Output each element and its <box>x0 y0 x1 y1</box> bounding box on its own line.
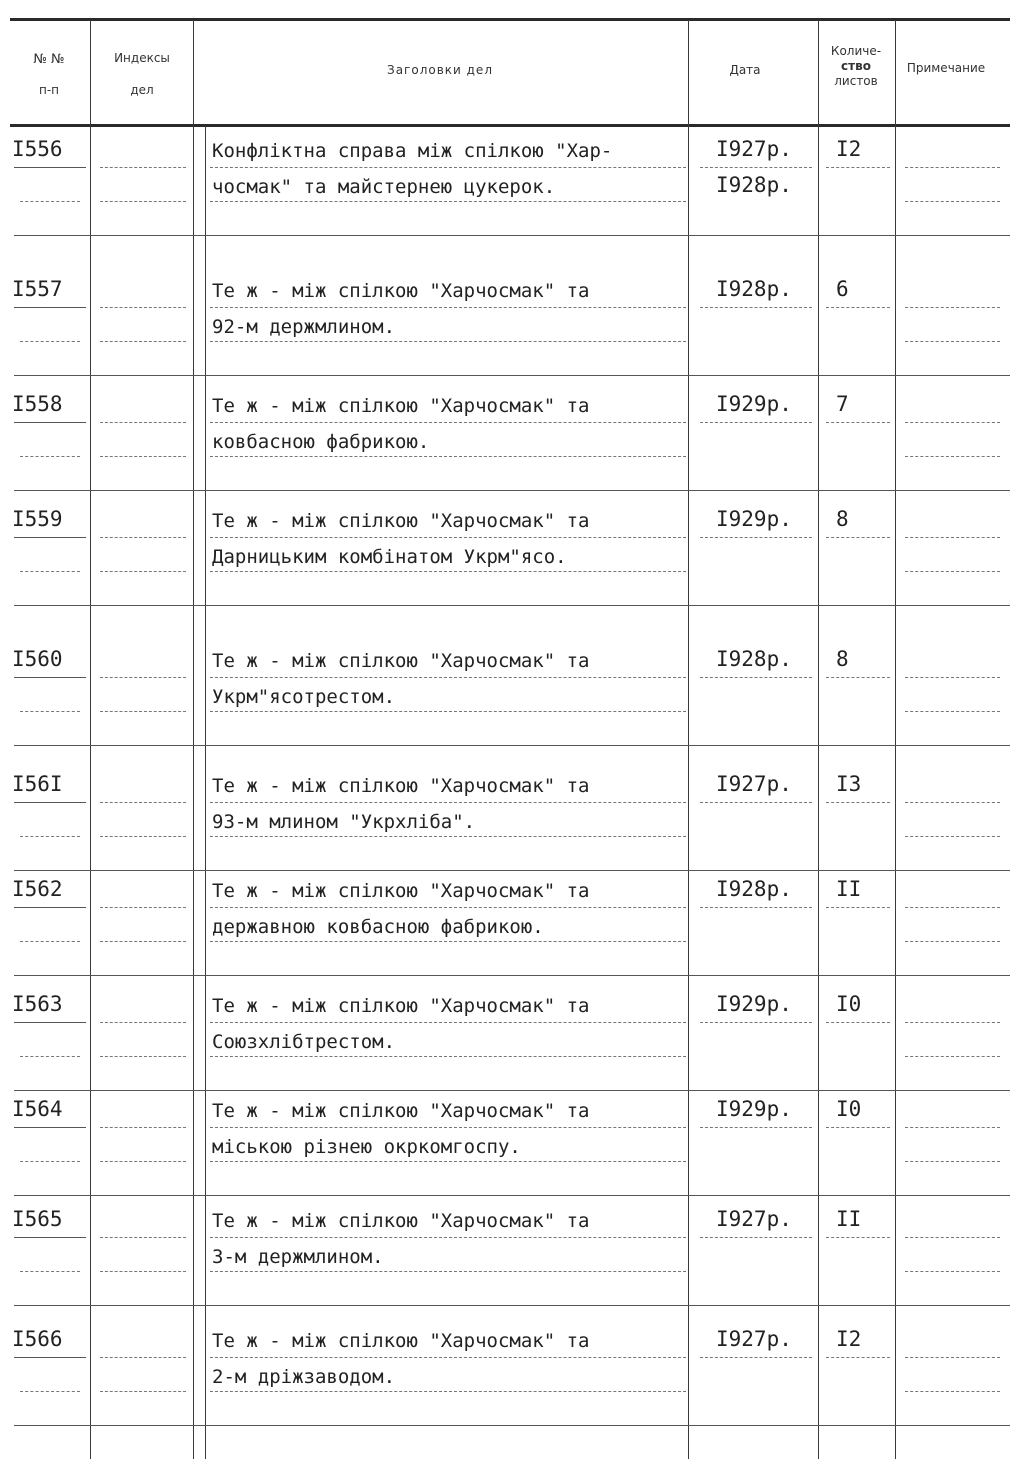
ruling-line <box>210 941 686 943</box>
row-title-line-2: державною ковбасною фабрикою. <box>212 916 544 938</box>
table-row <box>0 505 1024 615</box>
row-date-line-1: I928р. <box>716 877 792 901</box>
row-title-line-1: Те ж - мiж спiлкою "Харчосмак" та <box>212 1330 590 1352</box>
ruling-line <box>20 571 80 573</box>
ruling-line <box>210 711 686 713</box>
row-sheet-count: 8 <box>836 507 849 531</box>
ruling-line <box>100 836 186 838</box>
row-date-line-1: I927р. <box>716 1207 792 1231</box>
ruling-line <box>100 802 186 804</box>
ruling-line <box>210 422 686 424</box>
ruling-line <box>20 1391 80 1393</box>
ruling-line <box>14 307 86 308</box>
ruling-line <box>826 1237 890 1239</box>
ruling-line <box>700 907 812 909</box>
ruling-line <box>210 307 686 309</box>
ruling-line <box>210 1161 686 1163</box>
ruling-line <box>905 307 1000 309</box>
row-sheet-count: 7 <box>836 392 849 416</box>
header-sheet-count: Количе- ство листов <box>830 44 882 88</box>
ruling-line <box>905 456 1000 458</box>
ruling-line <box>826 167 890 169</box>
row-number: I56I <box>12 772 63 796</box>
ruling-line <box>826 677 890 679</box>
row-date-line-1: I929р. <box>716 992 792 1016</box>
ruling-line <box>826 1357 890 1359</box>
row-sheet-count: 6 <box>836 277 849 301</box>
ruling-line <box>20 341 80 343</box>
row-sheet-count: 8 <box>836 647 849 671</box>
ruling-line <box>14 422 86 423</box>
header-title: Заголовки дел <box>387 63 493 77</box>
ruling-line <box>210 677 686 679</box>
ruling-line <box>700 422 812 424</box>
row-title <box>212 768 692 840</box>
ruling-line <box>210 1271 686 1273</box>
ruling-line <box>905 941 1000 943</box>
ruling-line <box>210 167 686 169</box>
ruling-line <box>100 1357 186 1359</box>
ruling-line <box>210 1022 686 1024</box>
ruling-line <box>700 802 812 804</box>
ruling-line <box>905 1022 1000 1024</box>
ruling-line <box>826 1022 890 1024</box>
header-bottom-border <box>10 124 1010 127</box>
row-number: I558 <box>12 392 63 416</box>
ruling-line <box>905 836 1000 838</box>
ruling-line <box>14 605 1010 606</box>
ruling-line <box>905 201 1000 203</box>
row-title <box>212 273 692 345</box>
ruling-line <box>20 836 80 838</box>
ruling-line <box>100 1271 186 1273</box>
row-number: I556 <box>12 137 63 161</box>
ruling-line <box>826 307 890 309</box>
ruling-line <box>14 1357 86 1358</box>
ruling-line <box>700 677 812 679</box>
ruling-line <box>905 1161 1000 1163</box>
row-sheet-count: I0 <box>836 992 862 1016</box>
row-date-line-1: I929р. <box>716 507 792 531</box>
row-title-line-1: Те ж - мiж спiлкою "Харчосмак" та <box>212 1100 590 1122</box>
row-date-line-1: I927р. <box>716 772 792 796</box>
row-date <box>716 1201 792 1237</box>
row-title-line-2: 93-м млином "Укрхлiба". <box>212 811 476 833</box>
ruling-line <box>100 456 186 458</box>
ruling-line <box>20 941 80 943</box>
ruling-line <box>210 1357 686 1359</box>
ruling-line <box>905 1271 1000 1273</box>
row-title <box>212 1093 692 1165</box>
ruling-line <box>100 1056 186 1058</box>
row-date <box>716 1321 792 1357</box>
row-date-line-1: I929р. <box>716 392 792 416</box>
ruling-line <box>14 975 1010 976</box>
ruling-line <box>905 677 1000 679</box>
row-sheet-count: I2 <box>836 1327 862 1351</box>
row-title-line-2: мiською рiзнею окркомгоспу. <box>212 1136 521 1158</box>
ruling-line <box>905 802 1000 804</box>
row-title-line-2: 3-м держмлином. <box>212 1246 384 1268</box>
row-title-line-2: Укрм"ясотрестом. <box>212 686 396 708</box>
ruling-line <box>100 1127 186 1129</box>
ruling-line <box>100 1022 186 1024</box>
ruling-line <box>210 907 686 909</box>
row-title-line-2: чосмак" та майстернею цукерок. <box>212 176 556 198</box>
ruling-line <box>826 1127 890 1129</box>
ruling-line <box>210 1127 686 1129</box>
ruling-line <box>905 711 1000 713</box>
row-title <box>212 388 692 460</box>
table-row <box>0 1095 1024 1205</box>
row-date <box>716 766 792 802</box>
ruling-line <box>20 456 80 458</box>
ruling-line <box>210 456 686 458</box>
row-title-line-1: Те ж - мiж спiлкою "Харчосмак" та <box>212 880 590 902</box>
ruling-line <box>700 307 812 309</box>
row-title <box>212 133 692 205</box>
ruling-line <box>100 167 186 169</box>
ruling-line <box>700 537 812 539</box>
row-title <box>212 1323 692 1395</box>
row-title-line-2: 92-м держмлином. <box>212 316 396 338</box>
row-sheet-count: I0 <box>836 1097 862 1121</box>
ruling-line <box>210 1237 686 1239</box>
ruling-line <box>210 836 686 838</box>
row-title-line-1: Те ж - мiж спiлкою "Харчосмак" та <box>212 1210 590 1232</box>
ruling-line <box>826 907 890 909</box>
row-title-line-1: Конфлiктна справа мiж спiлкою "Хар- <box>212 140 613 162</box>
row-title-line-2: Дарницьким комбiнатом Укрм"ясо. <box>212 546 567 568</box>
row-date <box>716 271 792 307</box>
row-date-line-1: I927р. <box>716 137 792 161</box>
row-title-line-2: ковбасною фабрикою. <box>212 431 430 453</box>
row-number: I559 <box>12 507 63 531</box>
ruling-line <box>14 1425 1010 1426</box>
row-number: I566 <box>12 1327 63 1351</box>
ruling-line <box>905 422 1000 424</box>
ruling-line <box>20 201 80 203</box>
ruling-line <box>100 571 186 573</box>
ruling-line <box>14 1195 1010 1196</box>
table-row <box>0 1205 1024 1315</box>
ruling-line <box>210 1391 686 1393</box>
ruling-line <box>700 167 812 169</box>
ruling-line <box>20 1056 80 1058</box>
ruling-line <box>700 1127 812 1129</box>
ruling-line <box>905 1391 1000 1393</box>
ruling-line <box>210 537 686 539</box>
ruling-line <box>14 1305 1010 1306</box>
ruling-line <box>210 201 686 203</box>
ruling-line <box>210 341 686 343</box>
row-title-line-1: Те ж - мiж спiлкою "Харчосмак" та <box>212 510 590 532</box>
ruling-line <box>14 1127 86 1128</box>
row-title <box>212 643 692 715</box>
ruling-line <box>210 1056 686 1058</box>
row-number: I562 <box>12 877 63 901</box>
ruling-line <box>14 1022 86 1023</box>
ruling-line <box>14 907 86 908</box>
ruling-line <box>14 802 86 803</box>
row-sheet-count: I2 <box>836 137 862 161</box>
row-date <box>716 1091 792 1127</box>
ruling-line <box>100 341 186 343</box>
ruling-line <box>905 571 1000 573</box>
row-date <box>716 871 792 907</box>
row-sheet-count: I3 <box>836 772 862 796</box>
row-title <box>212 988 692 1060</box>
ruling-line <box>100 1237 186 1239</box>
ruling-line <box>700 1237 812 1239</box>
ruling-line <box>905 537 1000 539</box>
ruling-line <box>210 571 686 573</box>
table-row <box>0 390 1024 500</box>
header-number: № № п-п <box>33 52 65 97</box>
ruling-line <box>905 1237 1000 1239</box>
ruling-line <box>905 1127 1000 1129</box>
row-title <box>212 873 692 945</box>
ruling-line <box>100 201 186 203</box>
row-number: I557 <box>12 277 63 301</box>
ruling-line <box>14 677 86 678</box>
row-date-line-1: I928р. <box>716 647 792 671</box>
ruling-line <box>14 235 1010 236</box>
ruling-line <box>100 1161 186 1163</box>
row-sheet-count: II <box>836 1207 862 1231</box>
ruling-line <box>100 1391 186 1393</box>
table-row <box>0 1325 1024 1435</box>
header-note: Примечание <box>906 61 986 75</box>
row-sheet-count: II <box>836 877 862 901</box>
header-date: Дата <box>729 63 761 77</box>
ruling-line <box>905 1357 1000 1359</box>
ruling-line <box>14 537 86 538</box>
ruling-line <box>100 422 186 424</box>
table-row <box>0 645 1024 755</box>
ruling-line <box>826 802 890 804</box>
ruling-line <box>905 907 1000 909</box>
ruling-line <box>14 490 1010 491</box>
row-date <box>716 986 792 1022</box>
header-index: Индексы дел <box>114 51 170 97</box>
table-row <box>0 135 1024 245</box>
row-title-line-1: Те ж - мiж спiлкою "Харчосмак" та <box>212 395 590 417</box>
ruling-line <box>100 537 186 539</box>
row-date <box>716 501 792 537</box>
ruling-line <box>20 1271 80 1273</box>
row-title-line-1: Те ж - мiж спiлкою "Харчосмак" та <box>212 650 590 672</box>
table-row <box>0 875 1024 985</box>
ruling-line <box>700 1357 812 1359</box>
ruling-line <box>905 1056 1000 1058</box>
row-date-line-2: I928р. <box>716 173 792 197</box>
table-row <box>0 990 1024 1100</box>
ruling-line <box>700 1022 812 1024</box>
ruling-line <box>826 422 890 424</box>
table-row <box>0 770 1024 880</box>
ruling-line <box>14 375 1010 376</box>
ruling-line <box>14 167 86 168</box>
row-title <box>212 503 692 575</box>
ruling-line <box>100 677 186 679</box>
row-title-line-1: Те ж - мiж спiлкою "Харчосмак" та <box>212 775 590 797</box>
ruling-line <box>210 802 686 804</box>
ruling-line <box>20 711 80 713</box>
row-date-line-1: I929р. <box>716 1097 792 1121</box>
row-number: I564 <box>12 1097 63 1121</box>
ruling-line <box>100 907 186 909</box>
row-number: I565 <box>12 1207 63 1231</box>
table-top-border <box>10 18 1010 21</box>
row-date <box>716 386 792 422</box>
row-date-line-1: I928р. <box>716 277 792 301</box>
ruling-line <box>905 167 1000 169</box>
ruling-line <box>14 745 1010 746</box>
row-number: I563 <box>12 992 63 1016</box>
row-title-line-1: Те ж - мiж спiлкою "Харчосмак" та <box>212 280 590 302</box>
row-number: I560 <box>12 647 63 671</box>
row-date <box>716 641 792 677</box>
ruling-line <box>905 341 1000 343</box>
ruling-line <box>100 941 186 943</box>
ruling-line <box>14 1237 86 1238</box>
ruling-line <box>100 307 186 309</box>
ruling-line <box>20 1161 80 1163</box>
row-title <box>212 1203 692 1275</box>
ruling-line <box>100 711 186 713</box>
row-title-line-2: Союзхлiбтрестом. <box>212 1031 396 1053</box>
row-date-line-1: I927р. <box>716 1327 792 1351</box>
row-title-line-2: 2-м дрiжзаводом. <box>212 1366 396 1388</box>
table-row <box>0 275 1024 385</box>
ruling-line <box>826 537 890 539</box>
row-title-line-1: Те ж - мiж спiлкою "Харчосмак" та <box>212 995 590 1017</box>
